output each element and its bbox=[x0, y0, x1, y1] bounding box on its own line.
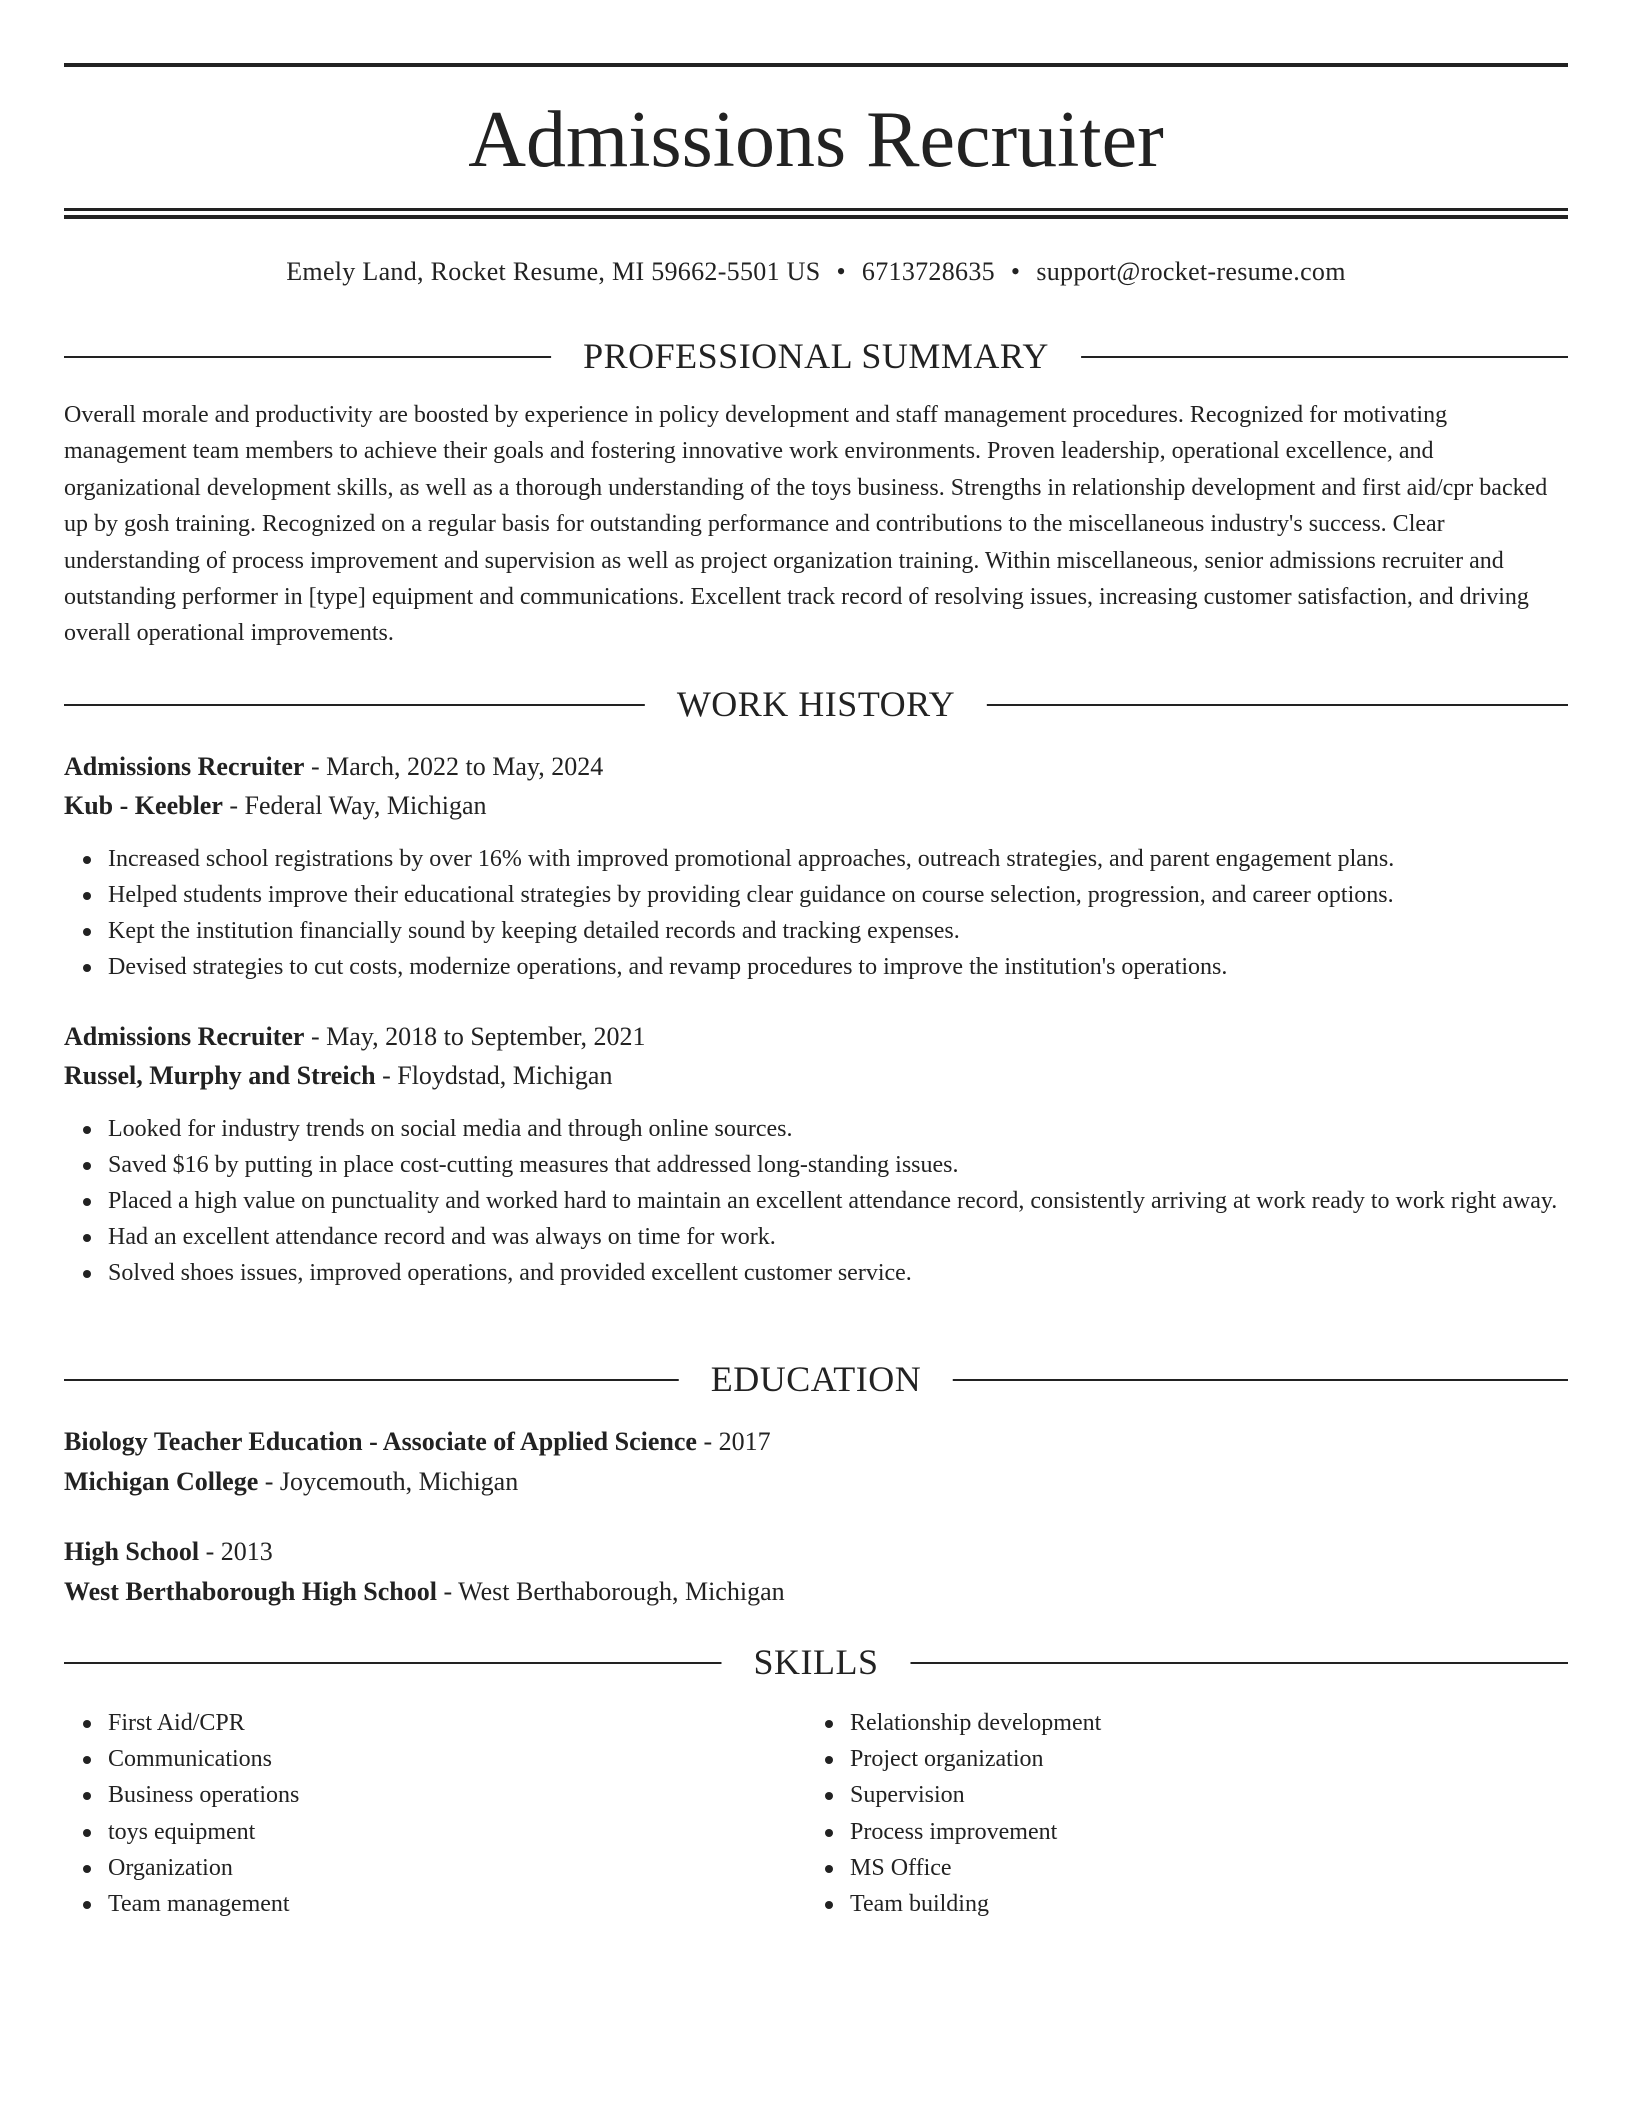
skill-item: Process improvement bbox=[850, 1814, 1506, 1850]
job-title-line bbox=[64, 749, 1568, 785]
list-item: Devised strategies to cut costs, modernize operations, and revamp procedures to improve the institution's operations. bbox=[108, 949, 1568, 985]
section-heading-skills bbox=[64, 1640, 1568, 1684]
section-title: SKILLS bbox=[721, 1640, 910, 1684]
skill-item: MS Office bbox=[850, 1850, 1506, 1886]
title-rule-upper bbox=[64, 208, 1568, 211]
skill-item: Team management bbox=[108, 1886, 764, 1922]
list-item: Helped students improve their educational strategies by providing clear guidance on course selection, progression, and career options. bbox=[108, 877, 1568, 913]
education-degree: Biology Teacher Education - Associate of Applied Science bbox=[64, 1427, 697, 1456]
section-heading-work bbox=[64, 682, 1568, 726]
section-heading-education bbox=[64, 1357, 1568, 1401]
job-dates: - March, 2022 to May, 2024 bbox=[304, 752, 604, 781]
job-location: - Federal Way, Michigan bbox=[222, 791, 487, 820]
education-school-line bbox=[64, 1574, 1568, 1610]
education-degree: High School bbox=[64, 1537, 200, 1566]
section-title: EDUCATION bbox=[679, 1357, 953, 1401]
education-school: West Berthaborough High School bbox=[64, 1577, 437, 1606]
contact-separator: • bbox=[1010, 257, 1021, 286]
job-title: Admissions Recruiter bbox=[64, 752, 305, 781]
contact-separator: • bbox=[836, 257, 846, 286]
section-title: PROFESSIONAL SUMMARY bbox=[551, 334, 1081, 378]
skill-item: Project organization bbox=[850, 1741, 1506, 1777]
education-location: - West Berthaborough, Michigan bbox=[436, 1577, 785, 1606]
skill-item: Organization bbox=[108, 1850, 764, 1886]
skills-list-left bbox=[64, 1705, 764, 1922]
contact-phone: 6713728635 bbox=[861, 257, 995, 286]
skill-item: Team building bbox=[850, 1886, 1506, 1922]
skills-list-right bbox=[806, 1705, 1506, 1922]
contact-email: support@rocket-resume.com bbox=[1036, 257, 1346, 286]
job-company-line bbox=[64, 1058, 1568, 1094]
education-school: Michigan College bbox=[64, 1467, 259, 1496]
contact-address: Emely Land, Rocket Resume, MI 59662-5501 US bbox=[286, 257, 821, 286]
skill-item: Relationship development bbox=[850, 1705, 1506, 1741]
skill-item: Communications bbox=[108, 1741, 764, 1777]
job-location: - Floydstad, Michigan bbox=[375, 1061, 613, 1090]
job-bullet-list bbox=[64, 1111, 1568, 1291]
list-item: Increased school registrations by over 16% with improved promotional approaches, outreach strategies, and parent engagement plans. bbox=[108, 841, 1568, 877]
page-title: Admissions Recruiter bbox=[468, 96, 1164, 184]
job-company: Kub - Keebler bbox=[64, 791, 223, 820]
education-year: - 2013 bbox=[199, 1537, 273, 1566]
summary-text: Overall morale and productivity are boosted by experience in policy development and staff management procedures. Recognized for motivating management team members to achieve their goals and fostering innovative work environments. Proven leadership, operational excellence, and organizational development skills, as well as a thorough understanding of the toys business. Strengths in relationship development and first aid/cpr backed up by gosh training. Recognized on a regular basis for outstanding performance and contributions to the miscellaneous industry's success. Clear understanding of process improvement and supervision as well as project organization training. Within miscellaneous, senior admissions recruiter and outstanding performer in [type] equipment and communications. Excellent track record of resolving issues, increasing customer satisfaction, and driving overall operational improvements. bbox=[64, 402, 1548, 647]
title-rule-lower bbox=[64, 215, 1568, 219]
section-title: WORK HISTORY bbox=[645, 682, 987, 726]
list-item: Placed a high value on punctuality and worked hard to maintain an excellent attendance record, consistently arriving at work ready to work right away. bbox=[108, 1183, 1568, 1219]
job-bullet-list bbox=[64, 841, 1568, 985]
job-title: Admissions Recruiter bbox=[64, 1022, 305, 1051]
skill-item: First Aid/CPR bbox=[108, 1705, 764, 1741]
contact-line bbox=[64, 254, 1568, 290]
job-company: Russel, Murphy and Streich bbox=[64, 1061, 376, 1090]
list-item: Kept the institution financially sound by keeping detailed records and tracking expenses. bbox=[108, 913, 1568, 949]
job-title-line bbox=[64, 1019, 1568, 1055]
top-rule bbox=[64, 63, 1568, 67]
skill-item: Supervision bbox=[850, 1777, 1506, 1813]
education-degree-line bbox=[64, 1534, 1568, 1570]
list-item: Looked for industry trends on social media and through online sources. bbox=[108, 1111, 1568, 1147]
list-item: Saved $16 by putting in place cost-cutting measures that addressed long-standing issues. bbox=[108, 1147, 1568, 1183]
job-dates: - May, 2018 to September, 2021 bbox=[304, 1022, 646, 1051]
skill-item: Business operations bbox=[108, 1777, 764, 1813]
list-item: Solved shoes issues, improved operations, and provided excellent customer service. bbox=[108, 1255, 1568, 1291]
job-company-line bbox=[64, 788, 1568, 824]
education-school-line bbox=[64, 1464, 1568, 1500]
list-item: Had an excellent attendance record and was always on time for work. bbox=[108, 1219, 1568, 1255]
section-heading-summary bbox=[64, 334, 1568, 378]
education-location: - Joycemouth, Michigan bbox=[258, 1467, 519, 1496]
education-degree-line bbox=[64, 1424, 1568, 1460]
skill-item: toys equipment bbox=[108, 1814, 764, 1850]
education-year: - 2017 bbox=[696, 1427, 771, 1456]
